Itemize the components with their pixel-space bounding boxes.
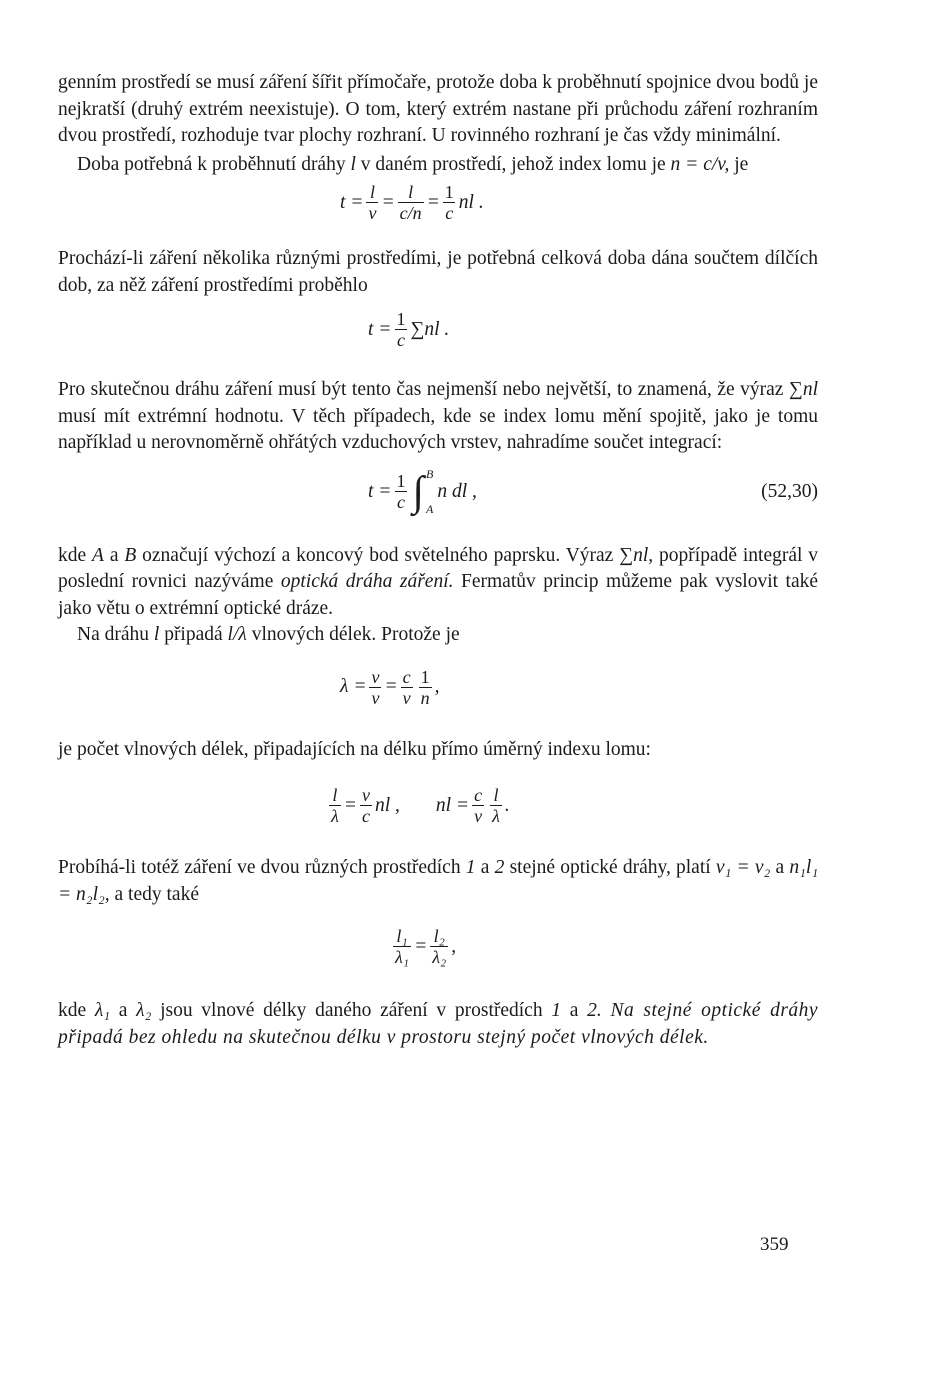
paragraph-5: kde A a B označují výchozí a koncový bod světelného paprsku. Výraz ∑nl, popřípadě integrál v poslední rovnici nazýváme optická dráha záření. Fermatův princip můžeme pak vyslovit také jako větu o extrémní optické dráze. <box>58 544 819 619</box>
page-number: 359 <box>760 1234 789 1255</box>
page-body <box>58 70 818 1051</box>
equation-time-single: t = $\frac{l}{v}$ = $\frac{l}{c/n}$ = $\frac{1}{c}$ nl . <box>340 182 484 223</box>
equation-wavelength: λ = $\frac{v}{\nu}$ = $\frac{c}{\nu}$ $\frac{1}{n}$ , <box>340 666 440 708</box>
paragraph-9: kde λ₁ a λ₂ jsou vlnové délky daného záření v prostředích 1 a 2. Na stejné optické dráhy připadá bez ohledu na skutečnou délku v prostoru stejný počet vlnových délek. <box>58 1000 819 1048</box>
paragraph-8: Probíhá-li totéž záření ve dvou různých prostředích 1 a 2 stejné optické dráhy, platí v₁ = v₂ a n₁l₁ = n₂l₂, a tedy také <box>58 857 819 905</box>
equation-number: (52,30) <box>761 480 818 502</box>
paragraph-2: Doba potřebná k proběhnutí dráhy l v daném prostředí, jehož index lomu je n = c/v, je <box>77 153 749 175</box>
paragraph-3: Prochází-li záření několika různými prostředími, je potřebná celková doba dána součtem dílčích dob, za něž záření prostředími proběhlo <box>58 248 818 296</box>
equation-wave-count: $\frac{l}{\lambda}$ = $\frac{\nu}{c}$ nl , nl = $\frac{c}{\nu}$ $\frac{l}{\lambda}$ . <box>331 785 510 826</box>
equation-time-sum: t = $\frac{1}{c}$ ∑nl . <box>368 309 450 350</box>
equation-52-30: t = $\frac{1}{c}$ ∫ B A n dl , (52,30) <box>368 466 818 516</box>
paragraph-4: Pro skutečnou dráhu záření musí být tento čas nejmenší nebo největší, to znamená, že výraz ∑nl musí mít extrémní hodnotu. V těch případech, kde se index lomu mění spojitě, jako je tomu například u nerovnoměrně ohřátých vzduchových vrstev, nahradíme součet integrací: <box>58 379 818 453</box>
equation-ratio: $\frac{\text{l₁}}{\text{λ₁}}$ = $\frac{\text{l₂}}{\text{λ₂}}$ , <box>395 926 457 967</box>
paragraph-7: je počet vlnových délek, připadajících na délku přímo úměrný indexu lomu: <box>58 738 651 760</box>
paragraph-6: Na dráhu l připadá l/λ vlnových délek. Protože je <box>77 624 460 645</box>
paragraph-1: genním prostředí se musí záření šířit přímočaře, protože doba k proběhnutí spojnice dvou bodů je nejkratší (druhý extrém neexistuje). O tom, který extrém nastane při průchodu záření rozhraním dvou prostředí, rozhoduje tvar plochy rozhraní. U rovinného rozhraní je čas vždy minimální. <box>58 72 818 146</box>
